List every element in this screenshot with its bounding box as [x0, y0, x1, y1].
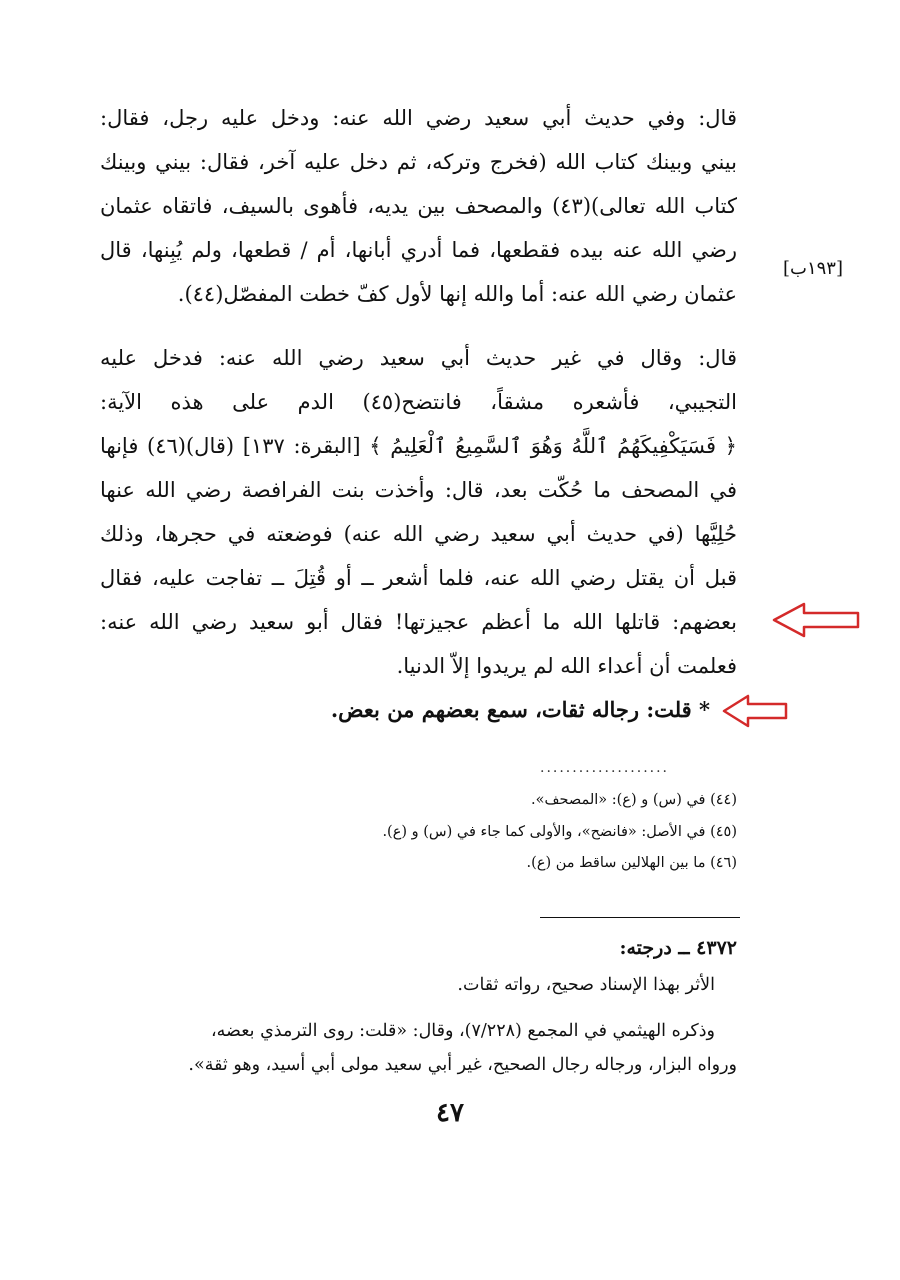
footnote: (٤٤) في (س) و (ع): «المصحف». — [531, 792, 737, 808]
author-note — [290, 688, 710, 732]
paragraph-line: قبل أن يقتل رضي الله عنه، فلما أشعر ــ أو قُتِلَ ــ تفاجت عليه، فقال — [100, 566, 737, 590]
section-line: الأثر بهذا الإسناد صحيح، رواته ثقات. — [457, 975, 715, 995]
left-arrow-icon — [722, 693, 790, 729]
paragraph-1 — [100, 96, 737, 316]
paragraph-line: قال: وفي حديث أبي سعيد رضي الله عنه: ودخل عليه رجل، فقال: — [100, 106, 737, 130]
paragraph-line: كتاب الله تعالى)(٤٣) والمصحف بين يديه، فأهوى بالسيف، فاتقاه عثمان — [100, 194, 737, 218]
paragraph-line: حُلِيَّها (في حديث أبي سعيد رضي الله عنه) فوضعته في حجرها، وذلك — [100, 522, 737, 546]
page-number: ٤٧ — [436, 1098, 464, 1128]
footnote: (٤٦) ما بين الهلالين ساقط من (ع). — [526, 855, 737, 871]
note-line: * قلت: رجاله ثقات، سمع بعضهم من بعض. — [330, 697, 710, 722]
paragraph-line: في المصحف ما حُكّت بعد، قال: وأخذت بنت الفرافصة رضي الله عنها — [100, 478, 737, 502]
section-heading: ٤٣٧٢ ــ درجته: — [619, 937, 737, 959]
paragraph-line: بعضهم: قاتلها الله ما أعظم عجيزتها! فقال أبو سعيد رضي الله عنه: — [100, 610, 737, 634]
paragraph-line: عثمان رضي الله عنه: أما والله إنها لأول كفّ خطت المفصّل(٤٤). — [177, 282, 737, 306]
footnote: (٤٥) في الأصل: «فانضح»، والأولى كما جاء في (س) و (ع). — [382, 824, 737, 840]
left-arrow-icon — [772, 600, 862, 640]
paragraph-line: فعلمت أن أعداء الله لم يريدوا إلاّ الدنيا. — [396, 654, 737, 678]
section-divider — [540, 917, 740, 918]
paragraph-line: التجيبي، فأشعره مشقاً، فانتضح(٤٥) الدم على هذه الآية: — [100, 390, 737, 414]
paragraph-line: قال: وقال في غير حديث أبي سعيد رضي الله عنه: فدخل عليه — [100, 346, 737, 370]
paragraph-line: بيني وبينك كتاب الله (فخرج وتركه، ثم دخل عليه آخر، فقال: بيني وبينك — [100, 150, 737, 174]
section-line: وذكره الهيثمي في المجمع (٧/٢٢٨)، وقال: «قلت: روى الترمذي بعضه، — [210, 1021, 715, 1041]
quran-verse-line: ﴿ فَسَيَكْفِيكَهُمُ ٱللَّهُ وَهُوَ ٱلسَّمِيعُ ٱلْعَلِيمُ ﴾ [البقرة: ١٣٧] (قال)(٤٦) فإنها — [100, 434, 737, 458]
section-line: ورواه البزار، ورجاله رجال الصحيح، غير أبي سعيد مولى أبي أسيد، وهو ثقة». — [188, 1055, 737, 1075]
manuscript-folio-marker: [١٩٣ب] — [783, 258, 844, 279]
paragraph-line: رضي الله عنه بيده فقطعها، فما أدري أبانها، أم / قطعها، ولم يُبِنها، قال — [100, 238, 737, 262]
paragraph-2 — [100, 336, 737, 688]
footnote-separator: .................... — [540, 760, 670, 776]
